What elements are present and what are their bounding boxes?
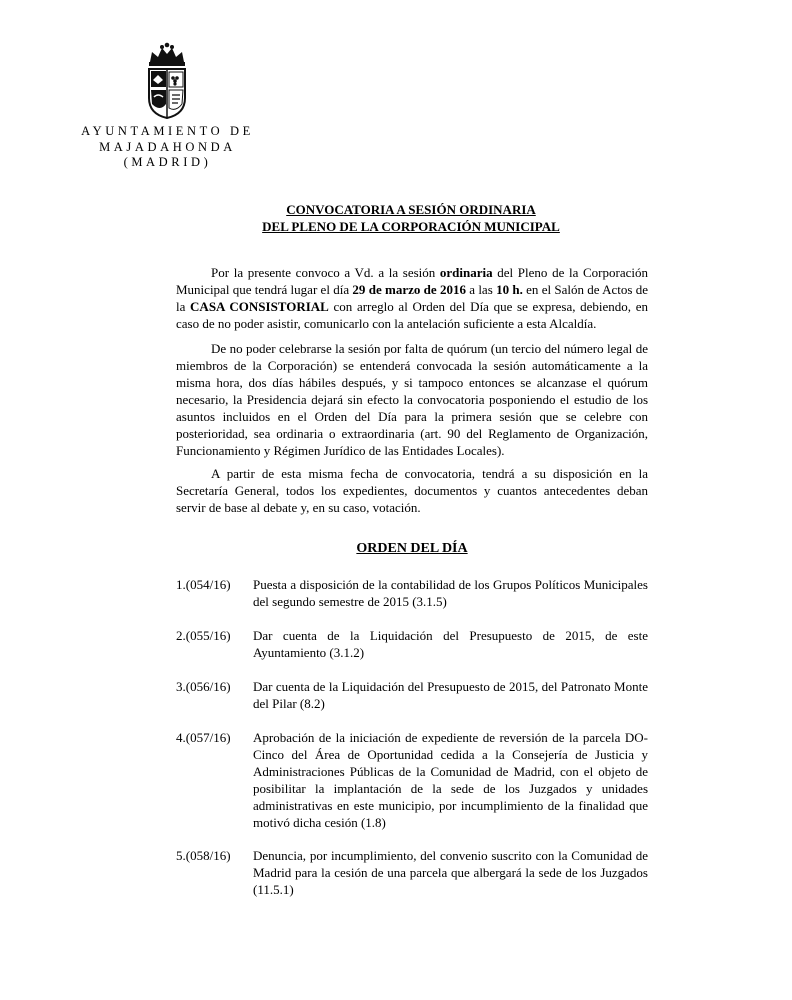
paragraph-convocation: Por la presente convoco a Vd. a la sesión ordinaria del Pleno de la Corporación Municipal que tendrá lugar el día 29 de marzo de 2016 a las 10 h. en el Salón de Actos de la CASA CONSISTORIAL con arreglo al Orden del Día que se expresa, debiendo, en caso de no poder asistir, comunicarlo con la antelación suficiente a esta Alcaldía. — [176, 265, 649, 331]
agenda-item-number: 3.(056/16) — [176, 679, 231, 694]
agenda-item-number: 2.(055/16) — [176, 628, 231, 643]
agenda-item-text: Dar cuenta de la Liquidación del Presupuesto de 2015, de este Ayuntamiento (3.1.2) — [253, 628, 648, 660]
agenda-heading: ORDEN DEL DÍA — [356, 541, 468, 556]
org-name-line3: (MADRID) — [123, 155, 212, 169]
org-name-line2: MAJADAHONDA — [99, 140, 236, 154]
document-title-line1: CONVOCATORIA A SESIÓN ORDINARIA — [286, 202, 536, 217]
agenda-item-number: 4.(057/16) — [176, 730, 231, 745]
agenda-item-text: Dar cuenta de la Liquidación del Presupuesto de 2015, del Patronato Monte del Pilar (8.2) — [253, 679, 648, 711]
agenda-item-number: 5.(058/16) — [176, 848, 231, 863]
agenda-item-text: Puesta a disposición de la contabilidad de los Grupos Políticos Municipales del segundo semestre de 2015 (3.1.5) — [253, 577, 648, 609]
agenda-item-text: Aprobación de la iniciación de expediente de reversión de la parcela DO-Cinco del Área de Oportunidad cedida a la Consejería de Justicia y Administraciones Públicas de la Comunidad de Madrid, con el objeto de posibilitar la implantación de la sede de los Juzgados y unidades administrativas en este municipio, por incumplimiento de la finalidad que motivó dicha cesión (1.8) — [253, 730, 648, 830]
agenda-item-number: 1.(054/16) — [176, 577, 231, 592]
agenda-item — [176, 627, 648, 661]
agenda-item-text: Denuncia, por incumplimiento, del convenio suscrito con la Comunidad de Madrid para la cesión de una parcela que albergará la sede de los Juzgados (11.5.1) — [253, 848, 648, 897]
agenda-item — [176, 729, 648, 831]
municipal-crest-icon — [144, 42, 190, 120]
agenda-item — [176, 847, 648, 898]
org-name-line1: AYUNTAMIENTO DE — [81, 124, 254, 138]
paragraph-documents: A partir de esta misma fecha de convocatoria, tendrá a su disposición en la Secretaría General, todos los expedientes, documentos y cuantos antecedentes deban servir de base al debate y, en su caso, votación. — [176, 466, 648, 515]
agenda-item — [176, 576, 648, 610]
paragraph-quorum: De no poder celebrarse la sesión por falta de quórum (un tercio del número legal de miembros de la Corporación) se entenderá convocada la sesión automáticamente a la misma hora, dos días hábiles después, y si tampoco entonces se alcanzase el quórum necesario, la Presidencia dejará sin efecto la convocatoria posponiendo el estudio de los asuntos incluidos en el Orden del Día para la primera sesión que se celebre con posterioridad, sea ordinaria o extraordinaria (art. 90 del Reglamento de Organización, Funcionamiento y Régimen Jurídico de las Entidades Locales). — [176, 341, 648, 458]
agenda-item — [176, 678, 648, 712]
document-title-line2: DEL PLENO DE LA CORPORACIÓN MUNICIPAL — [262, 219, 560, 234]
